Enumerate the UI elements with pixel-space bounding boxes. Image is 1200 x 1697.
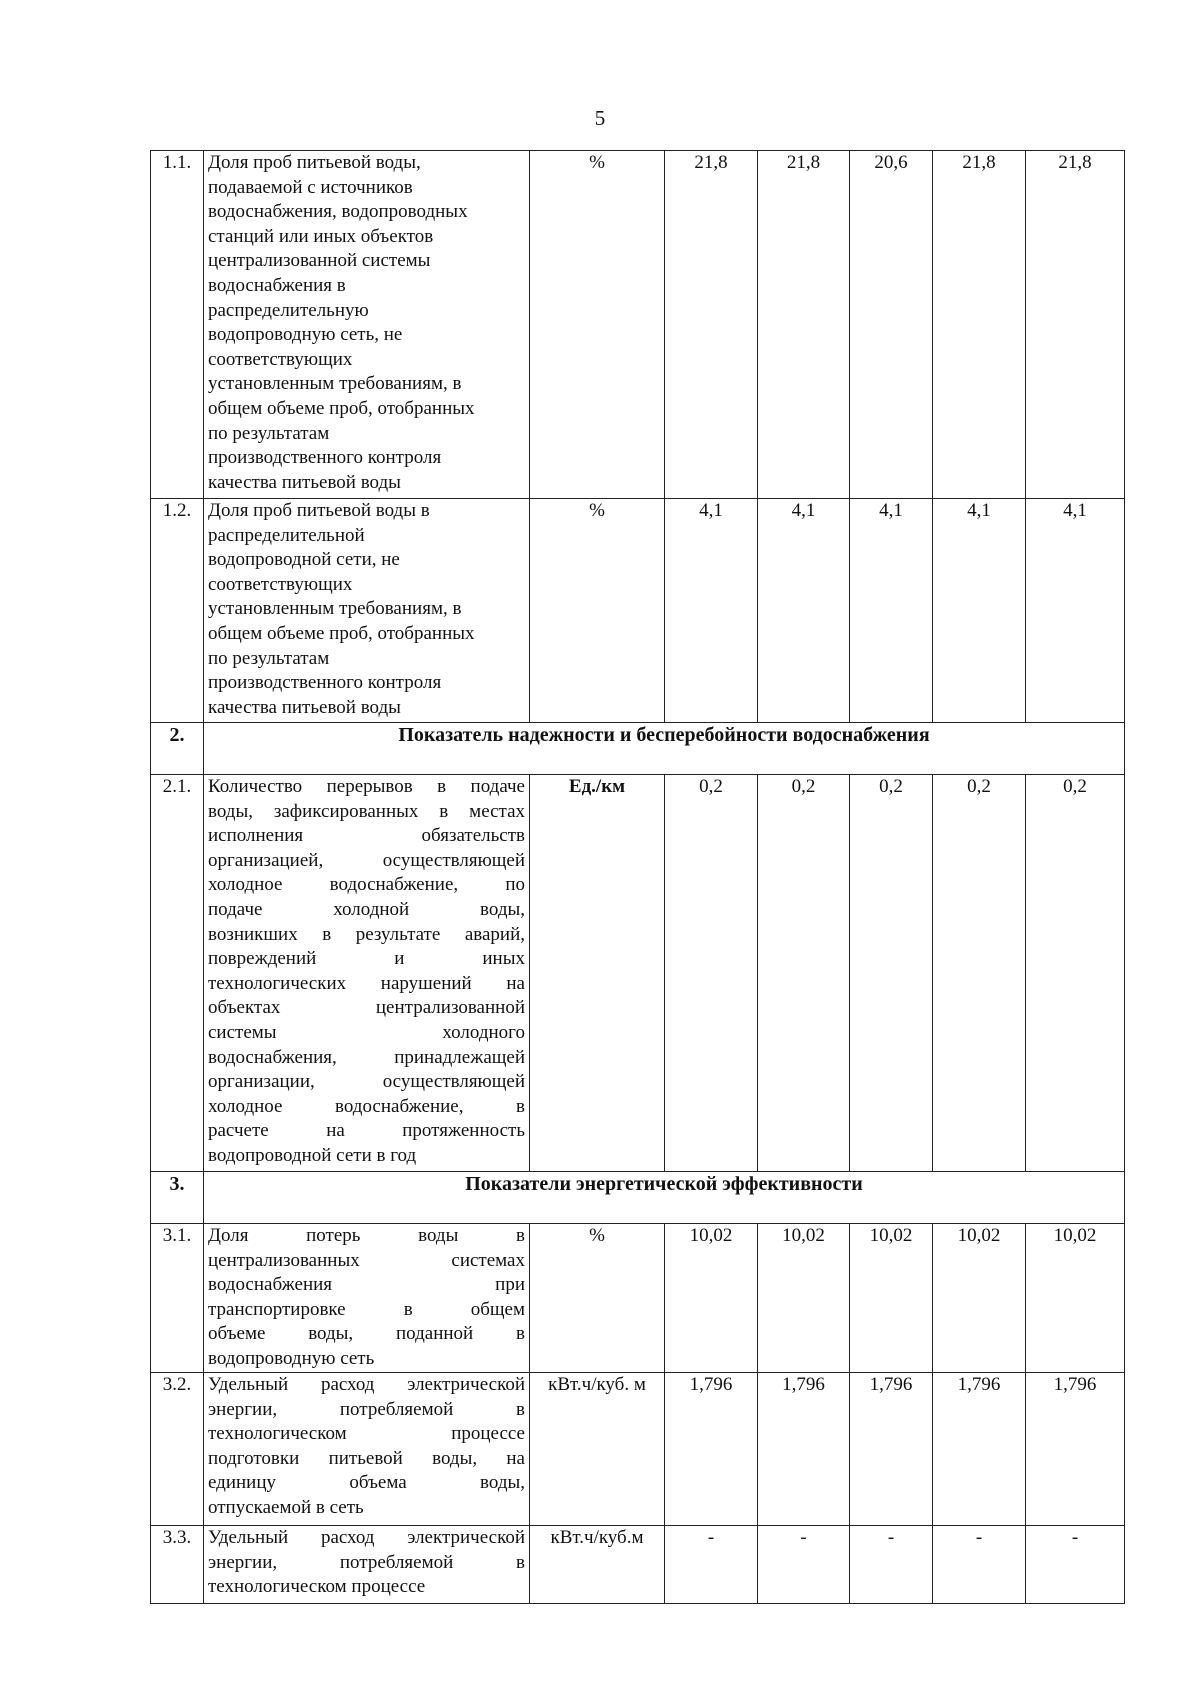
description-line: подаваемой с источников bbox=[208, 176, 413, 198]
value-cell: 0,2 bbox=[850, 775, 933, 1172]
description-line: объектах централизованной bbox=[208, 997, 525, 1019]
description-line: соответствующих bbox=[208, 348, 353, 370]
row-number: 3.2. bbox=[151, 1373, 204, 1526]
description-line: возникших в результате аварий, bbox=[208, 923, 525, 945]
value-cell: 10,02 bbox=[758, 1224, 850, 1373]
description-line: Доля проб питьевой воды в bbox=[208, 500, 430, 521]
value-cell: 10,02 bbox=[665, 1224, 758, 1373]
unit-cell: кВт.ч/куб.м bbox=[530, 1526, 665, 1604]
section-row bbox=[151, 1172, 1125, 1224]
description-line: централизованной системы bbox=[208, 250, 431, 272]
section-row bbox=[151, 723, 1125, 775]
value-cell: 21,8 bbox=[758, 151, 850, 499]
value-cell: 21,8 bbox=[1026, 151, 1125, 499]
value-cell: 0,2 bbox=[665, 775, 758, 1172]
value-cell: 1,796 bbox=[665, 1373, 758, 1526]
description-line: холодное водоснабжение, в bbox=[208, 1095, 525, 1117]
value-cell: - bbox=[933, 1526, 1026, 1604]
row-number: 3.3. bbox=[151, 1526, 204, 1604]
indicator-description bbox=[204, 1526, 530, 1604]
value-cell: 1,796 bbox=[1026, 1373, 1125, 1526]
table-row bbox=[151, 1224, 1125, 1373]
value-cell: 4,1 bbox=[850, 499, 933, 723]
table-row bbox=[151, 499, 1125, 723]
description-line: энергии, потребляемой в bbox=[208, 1398, 525, 1420]
indicators-table bbox=[150, 150, 1125, 1604]
unit-cell: % bbox=[530, 151, 665, 499]
unit-cell: % bbox=[530, 499, 665, 723]
description-line: по результатам bbox=[208, 647, 330, 669]
description-line: повреждений и иных bbox=[208, 948, 525, 970]
description-line: транспортировке в общем bbox=[208, 1298, 525, 1320]
value-cell: 4,1 bbox=[1026, 499, 1125, 723]
description-line: расчете на протяженность bbox=[208, 1120, 525, 1142]
description-line: водоснабжения в bbox=[208, 274, 346, 296]
value-cell: 20,6 bbox=[850, 151, 933, 499]
description-line: установленным требованиям, в bbox=[208, 598, 462, 620]
value-cell: 10,02 bbox=[933, 1224, 1026, 1373]
description-line: общем объеме проб, отобранных bbox=[208, 397, 475, 419]
description-line: распределительной bbox=[208, 524, 365, 546]
description-line: организации, осуществляющей bbox=[208, 1071, 525, 1093]
value-cell: 1,796 bbox=[850, 1373, 933, 1526]
description-line: технологических нарушений на bbox=[208, 972, 525, 994]
value-cell: - bbox=[1026, 1526, 1125, 1604]
description-line: качества питьевой воды bbox=[208, 471, 401, 493]
row-number: 1.2. bbox=[151, 499, 204, 723]
value-cell: 10,02 bbox=[850, 1224, 933, 1373]
section-title: Показатель надежности и бесперебойности водоснабжения bbox=[204, 723, 1125, 775]
value-cell: 21,8 bbox=[665, 151, 758, 499]
value-cell: 4,1 bbox=[933, 499, 1026, 723]
indicator-description bbox=[204, 1224, 530, 1373]
value-cell: 0,2 bbox=[1026, 775, 1125, 1172]
description-line: исполнения обязательств bbox=[208, 825, 525, 847]
unit-cell: % bbox=[530, 1224, 665, 1373]
description-line: единицу объема воды, bbox=[208, 1472, 525, 1494]
row-number: 2.1. bbox=[151, 775, 204, 1172]
description-line: холодное водоснабжение, по bbox=[208, 874, 525, 896]
indicator-description bbox=[204, 775, 530, 1172]
row-number: 3.1. bbox=[151, 1224, 204, 1373]
description-line: Удельный расход электрической bbox=[208, 1527, 525, 1548]
description-line: централизованных системах bbox=[208, 1249, 525, 1271]
description-line: соответствующих bbox=[208, 573, 353, 595]
section-number: 3. bbox=[151, 1172, 204, 1224]
table-body bbox=[151, 151, 1125, 1604]
description-line: распределительную bbox=[208, 299, 369, 321]
value-cell: 10,02 bbox=[1026, 1224, 1125, 1373]
description-line: станций или иных объектов bbox=[208, 225, 434, 247]
description-line: производственного контроля bbox=[208, 672, 442, 694]
description-line: водопроводную сеть bbox=[208, 1347, 375, 1369]
description-line: водопроводной сети в год bbox=[208, 1144, 417, 1166]
value-cell: 0,2 bbox=[933, 775, 1026, 1172]
unit-cell: Ед./км bbox=[530, 775, 665, 1172]
indicator-description bbox=[204, 499, 530, 723]
value-cell: 1,796 bbox=[758, 1373, 850, 1526]
description-line: производственного контроля bbox=[208, 447, 442, 469]
description-line: подготовки питьевой воды, на bbox=[208, 1447, 525, 1469]
table-row bbox=[151, 1373, 1125, 1526]
indicator-description bbox=[204, 1373, 530, 1526]
description-line: энергии, потребляемой в bbox=[208, 1551, 525, 1573]
value-cell: 4,1 bbox=[758, 499, 850, 723]
indicator-description bbox=[204, 151, 530, 499]
description-line: по результатам bbox=[208, 422, 330, 444]
description-line: технологическом процессе bbox=[208, 1576, 426, 1598]
table-row bbox=[151, 1526, 1125, 1604]
description-line: организацией, осуществляющей bbox=[208, 849, 525, 871]
description-line: Количество перерывов в подаче bbox=[208, 776, 525, 797]
section-number: 2. bbox=[151, 723, 204, 775]
description-line: водоснабжения при bbox=[208, 1274, 525, 1296]
description-line: Удельный расход электрической bbox=[208, 1374, 525, 1395]
value-cell: 21,8 bbox=[933, 151, 1026, 499]
table-row bbox=[151, 775, 1125, 1172]
description-line: отпускаемой в сеть bbox=[208, 1496, 364, 1518]
description-line: технологическом процессе bbox=[208, 1423, 525, 1445]
value-cell: 4,1 bbox=[665, 499, 758, 723]
value-cell: - bbox=[850, 1526, 933, 1604]
unit-cell: кВт.ч/куб. м bbox=[530, 1373, 665, 1526]
row-number: 1.1. bbox=[151, 151, 204, 499]
description-line: водопроводную сеть, не bbox=[208, 324, 403, 346]
description-line: объеме воды, поданной в bbox=[208, 1323, 525, 1345]
value-cell: 0,2 bbox=[758, 775, 850, 1172]
description-line: водоснабжения, принадлежащей bbox=[208, 1046, 525, 1068]
table-row bbox=[151, 151, 1125, 499]
description-line: водопроводной сети, не bbox=[208, 549, 400, 571]
value-cell: 1,796 bbox=[933, 1373, 1026, 1526]
description-line: подаче холодной воды, bbox=[208, 898, 525, 920]
value-cell: - bbox=[665, 1526, 758, 1604]
description-line: общем объеме проб, отобранных bbox=[208, 622, 475, 644]
description-line: водоснабжения, водопроводных bbox=[208, 201, 468, 223]
description-line: Доля проб питьевой воды, bbox=[208, 152, 421, 173]
description-line: Доля потерь воды в bbox=[208, 1225, 525, 1246]
description-line: воды, зафиксированных в местах bbox=[208, 800, 525, 822]
description-line: системы холодного bbox=[208, 1021, 525, 1043]
page-number: 5 bbox=[594, 106, 606, 130]
value-cell: - bbox=[758, 1526, 850, 1604]
description-line: установленным требованиям, в bbox=[208, 373, 462, 395]
description-line: качества питьевой воды bbox=[208, 696, 401, 718]
section-title: Показатели энергетической эффективности bbox=[204, 1172, 1125, 1224]
